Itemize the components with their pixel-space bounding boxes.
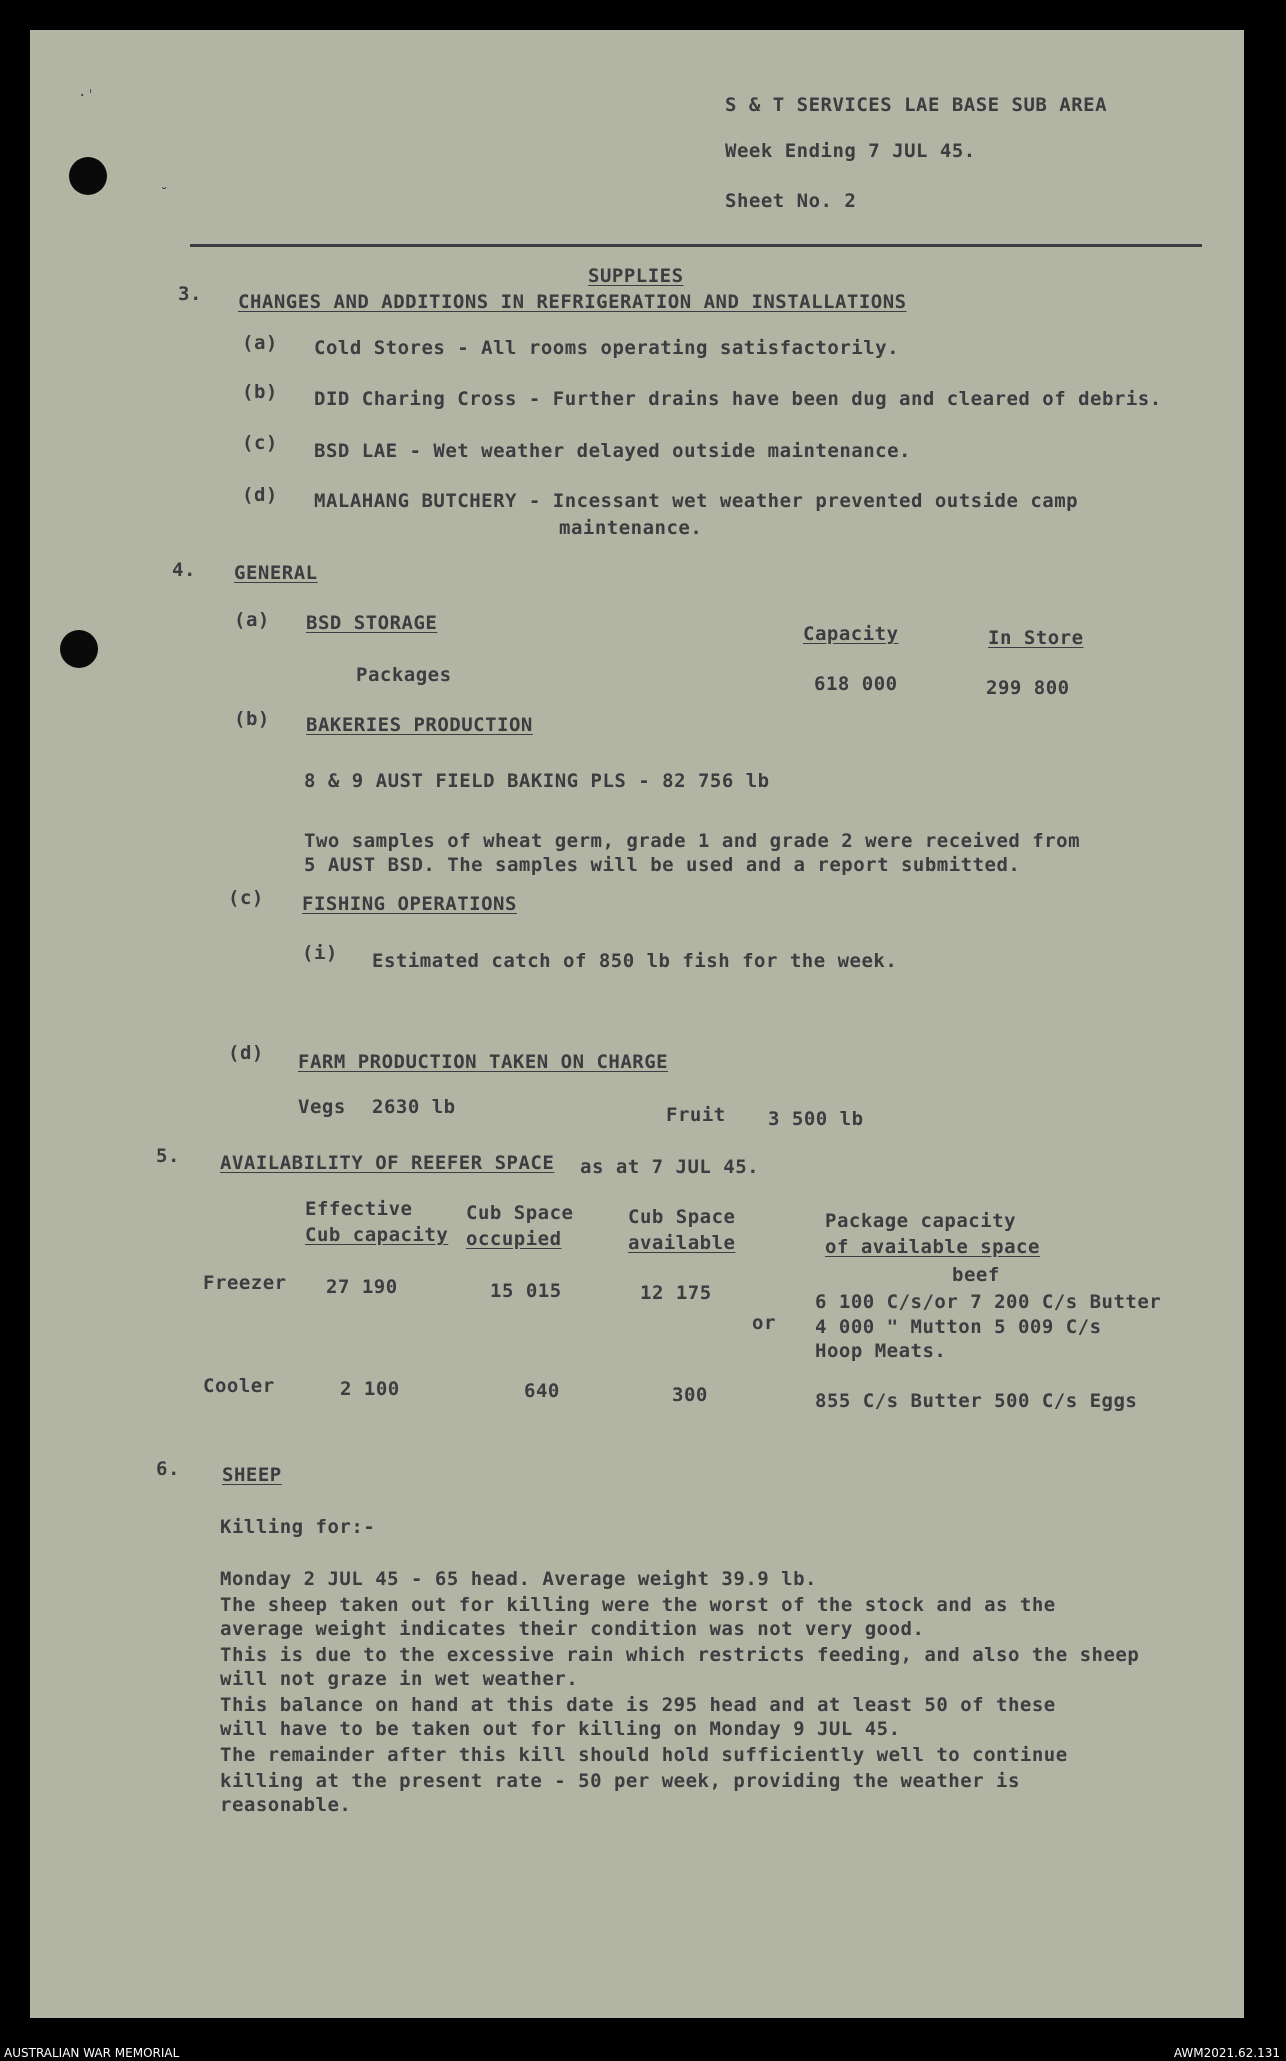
col-occupied-header-2: occupied [466,1228,562,1250]
cooler-effective: 2 100 [340,1378,400,1400]
farm-production-title: FARM PRODUCTION TAKEN ON CHARGE [298,1051,669,1073]
freezer-package-line-3: Hoop Meats. [815,1340,947,1362]
col-package-header-2: of available space [825,1236,1040,1258]
fishing-title: FISHING OPERATIONS [302,893,517,915]
instore-value: 299 800 [986,677,1070,699]
supplies-heading: SUPPLIES [588,265,684,287]
item-3d-text-cont: maintenance. [559,517,703,539]
killing-intro: Killing for:- [220,1516,376,1538]
section-4-number: 4. [172,559,196,581]
item-4b-label: (b) [234,708,270,730]
col-occupied-header-1: Cub Space [466,1202,574,1224]
freezer-package-line-1: 6 100 C/s/or 7 200 C/s Butter [815,1291,1162,1313]
margin-mark: ·ˈ [78,88,95,104]
header-line-2: Week Ending 7 JUL 45. [725,140,976,162]
cooler-package: 855 C/s Butter 500 C/s Eggs [815,1390,1138,1412]
sheep-line: Monday 2 JUL 45 - 65 head. Average weight 39.9 lb. [220,1568,817,1590]
col-available-header-2: available [628,1232,736,1254]
bakery-note-1: Two samples of wheat germ, grade 1 and grade 2 were received from [304,830,1081,852]
vegs-label: Vegs [298,1096,346,1118]
fishing-item-text: Estimated catch of 850 lb fish for the week. [372,950,898,972]
packages-label: Packages [356,664,452,686]
bakery-production-line: 8 & 9 AUST FIELD BAKING PLS - 82 756 lb [304,770,770,792]
margin-mark: ˘ [160,186,169,202]
freezer-available: 12 175 [640,1282,712,1304]
bakery-note-2: 5 AUST BSD. The samples will be used and a report submitted. [304,854,1021,876]
item-3a-text: Cold Stores - All rooms operating satisfactorily. [314,337,900,359]
cooler-label: Cooler [203,1375,275,1397]
item-3a-label: (a) [242,332,278,354]
section-5-number: 5. [156,1145,180,1167]
freezer-package-line-2: 4 000 " Mutton 5 009 C/s [815,1316,1102,1338]
punch-hole-top [69,157,107,195]
capacity-header: Capacity [803,623,899,645]
fruit-value: 3 500 lb [768,1108,864,1130]
freezer-effective: 27 190 [326,1276,398,1298]
instore-header: In Store [988,627,1084,649]
section-6-title: SHEEP [222,1464,282,1486]
sheep-line: reasonable. [220,1794,352,1816]
item-4d-label: (d) [228,1042,264,1064]
fishing-item-label: (i) [302,942,338,964]
section-3-title: CHANGES AND ADDITIONS IN REFRIGERATION AND INSTALLATIONS [238,291,907,313]
section-5-title: AVAILABILITY OF REEFER SPACE [220,1152,555,1174]
freezer-occupied: 15 015 [490,1280,562,1302]
sheep-line: will have to be taken out for killing on Monday 9 JUL 45. [220,1718,901,1740]
fruit-label: Fruit [666,1104,726,1126]
col-package-header-1: Package capacity [825,1210,1017,1232]
header-rule [190,244,1202,247]
vegs-value: 2630 lb [372,1096,456,1118]
bsd-storage-title: BSD STORAGE [306,612,438,634]
punch-hole-bottom [60,630,98,668]
sheep-line: killing at the present rate - 50 per week, providing the weather is [220,1770,1020,1792]
sheep-line: This balance on hand at this date is 295 head and at least 50 of these [220,1694,1056,1716]
freezer-package-or: or [752,1312,776,1334]
bakeries-title: BAKERIES PRODUCTION [306,714,533,736]
item-3b-text: DID Charing Cross - Further drains have been dug and cleared of debris. [314,388,1162,410]
item-3d-text: MALAHANG BUTCHERY - Incessant wet weather prevented outside camp [314,490,1079,512]
footer-archive-name: AUSTRALIAN WAR MEMORIAL [4,2046,180,2060]
sheep-line: The remainder after this kill should hold sufficiently well to continue [220,1744,1068,1766]
col-available-header-1: Cub Space [628,1206,736,1228]
col-effective-header-1: Effective [305,1198,413,1220]
sheep-line: This is due to the excessive rain which restricts feeding, and also the sheep [220,1644,1140,1666]
cooler-available: 300 [672,1384,708,1406]
col-effective-header-2: Cub capacity [305,1224,449,1246]
header-line-3: Sheet No. 2 [725,190,857,212]
item-3c-text: BSD LAE - Wet weather delayed outside maintenance. [314,440,911,462]
sheep-line: The sheep taken out for killing were the worst of the stock and as the [220,1594,1056,1616]
section-5-title-suffix: as at 7 JUL 45. [580,1156,760,1178]
header-line-1: S & T SERVICES LAE BASE SUB AREA [725,94,1108,116]
item-4a-label: (a) [234,609,270,631]
capacity-value: 618 000 [814,673,898,695]
section-4-title: GENERAL [234,562,318,584]
item-3b-label: (b) [242,381,278,403]
freezer-package-beef: beef [952,1264,1000,1286]
footer-accession-number: AWM2021.62.131 [1173,2046,1280,2060]
section-3-number: 3. [178,283,202,305]
freezer-label: Freezer [203,1272,287,1294]
sheep-line: will not graze in wet weather. [220,1668,579,1690]
section-6-number: 6. [156,1458,180,1480]
item-3c-label: (c) [242,432,278,454]
item-4c-label: (c) [228,887,264,909]
cooler-occupied: 640 [524,1380,560,1402]
item-3d-label: (d) [242,484,278,506]
sheep-line: average weight indicates their condition was not very good. [220,1618,925,1640]
